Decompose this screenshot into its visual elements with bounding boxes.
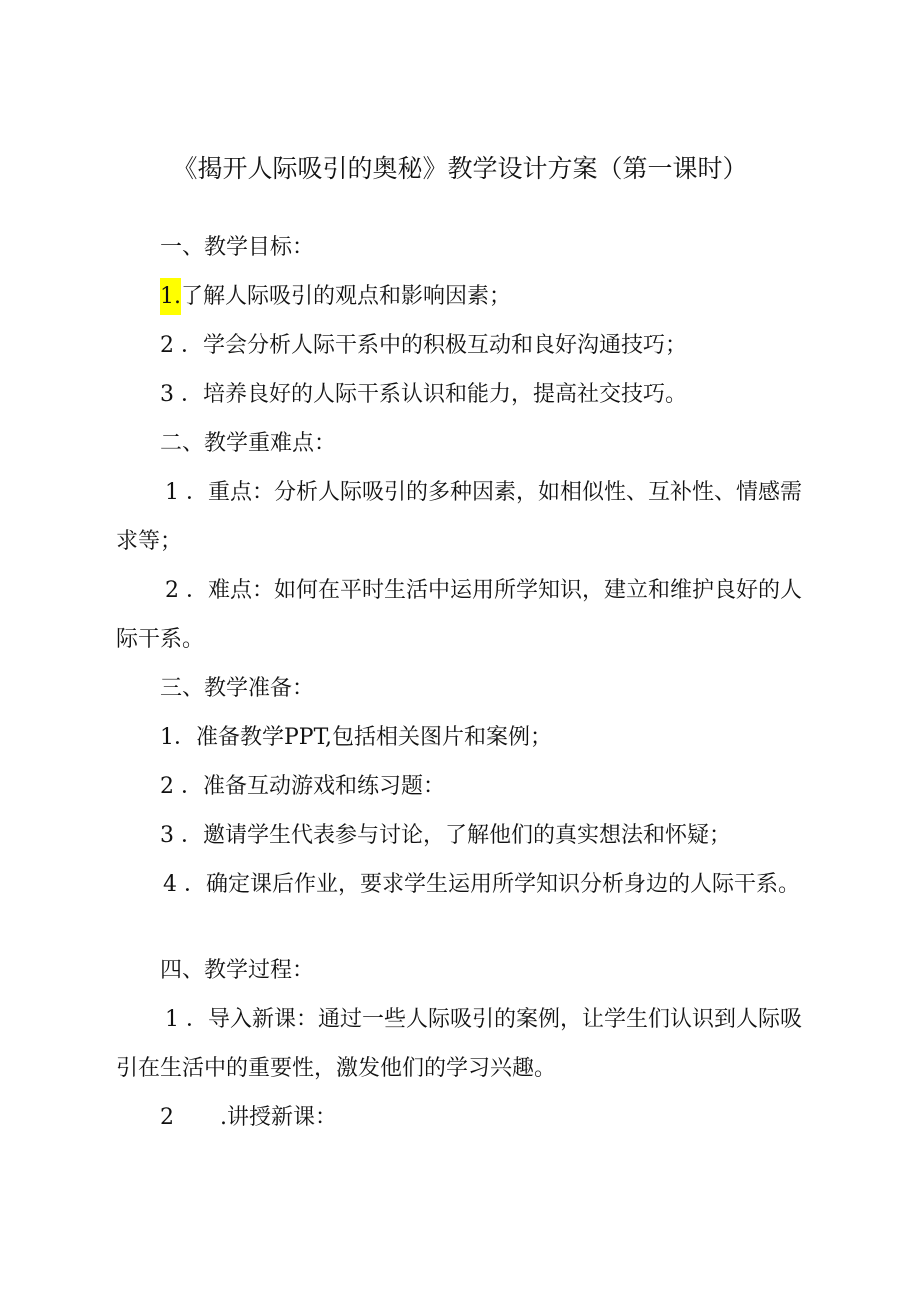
objective-item-number: 2 <box>160 333 174 358</box>
process-item-2 <box>160 1103 337 1133</box>
highlighted-number: 1. <box>160 278 181 315</box>
process-item-1-line2: 引在生活中的重要性，激发他们的学习兴趣。 <box>116 1056 557 1081</box>
process-item-text: ．导入新课：通过一些人际吸引的案例，让学生们认识到人际吸 <box>186 1007 803 1032</box>
process-item-number: 1 <box>165 1007 179 1032</box>
section-heading-process: 四、教学过程： <box>160 958 315 983</box>
key-point-item-2-line2: 际干系。 <box>116 627 205 652</box>
objective-item-text: 了解人际吸引的观点和影响因素； <box>181 284 512 309</box>
key-point-item-number: 2 <box>165 578 179 603</box>
preparation-item-2 <box>160 772 445 802</box>
process-item-number: 2 <box>160 1105 174 1130</box>
preparation-item-1 <box>160 723 552 753</box>
preparation-item-number: 2 <box>160 774 174 799</box>
key-point-item-text: ．重点：分析人际吸引的多种因素，如相似性、互补性、情感需 <box>186 480 803 505</box>
preparation-item-4 <box>163 870 800 900</box>
preparation-item-number: 1 <box>160 725 174 750</box>
section-heading-preparation: 三、教学准备： <box>160 676 315 701</box>
key-point-item-1-line1 <box>165 478 802 508</box>
objective-item-1 <box>160 282 511 312</box>
key-point-item-number: 1 <box>165 480 179 505</box>
section-heading-objectives: 一、教学目标： <box>160 235 315 260</box>
preparation-item-number: 4 <box>163 872 177 897</box>
document-title: 《揭开人际吸引的奥秘》教学设计方案（第一课时） <box>172 154 748 183</box>
objective-item-2 <box>160 331 687 361</box>
objective-item-text: ．培养良好的人际干系认识和能力，提高社交技巧。 <box>181 382 688 407</box>
process-item-text: .讲授新课： <box>220 1105 337 1130</box>
key-point-item-1-line2: 求等； <box>116 529 183 554</box>
preparation-item-text: ．准备互动游戏和练习题： <box>181 774 446 799</box>
objective-item-text: ．学会分析人际干系中的积极互动和良好沟通技巧； <box>181 333 688 358</box>
preparation-item-text: ．邀请学生代表参与讨论，了解他们的真实想法和怀疑； <box>181 823 732 848</box>
objective-item-number: 3 <box>160 382 174 407</box>
preparation-item-3 <box>160 821 731 851</box>
section-heading-key-points: 二、教学重难点： <box>160 431 337 456</box>
preparation-item-text: ．确定课后作业，要求学生运用所学知识分析身边的人际干系。 <box>184 872 801 897</box>
key-point-item-2-line1 <box>165 576 802 606</box>
objective-item-3 <box>160 380 687 410</box>
preparation-item-text: ．准备教学PPT,包括相关图片和案例； <box>174 725 553 750</box>
process-item-1-line1 <box>165 1005 802 1035</box>
preparation-item-number: 3 <box>160 823 174 848</box>
key-point-item-text: ．难点：如何在平时生活中运用所学知识，建立和维护良好的人 <box>186 578 803 603</box>
